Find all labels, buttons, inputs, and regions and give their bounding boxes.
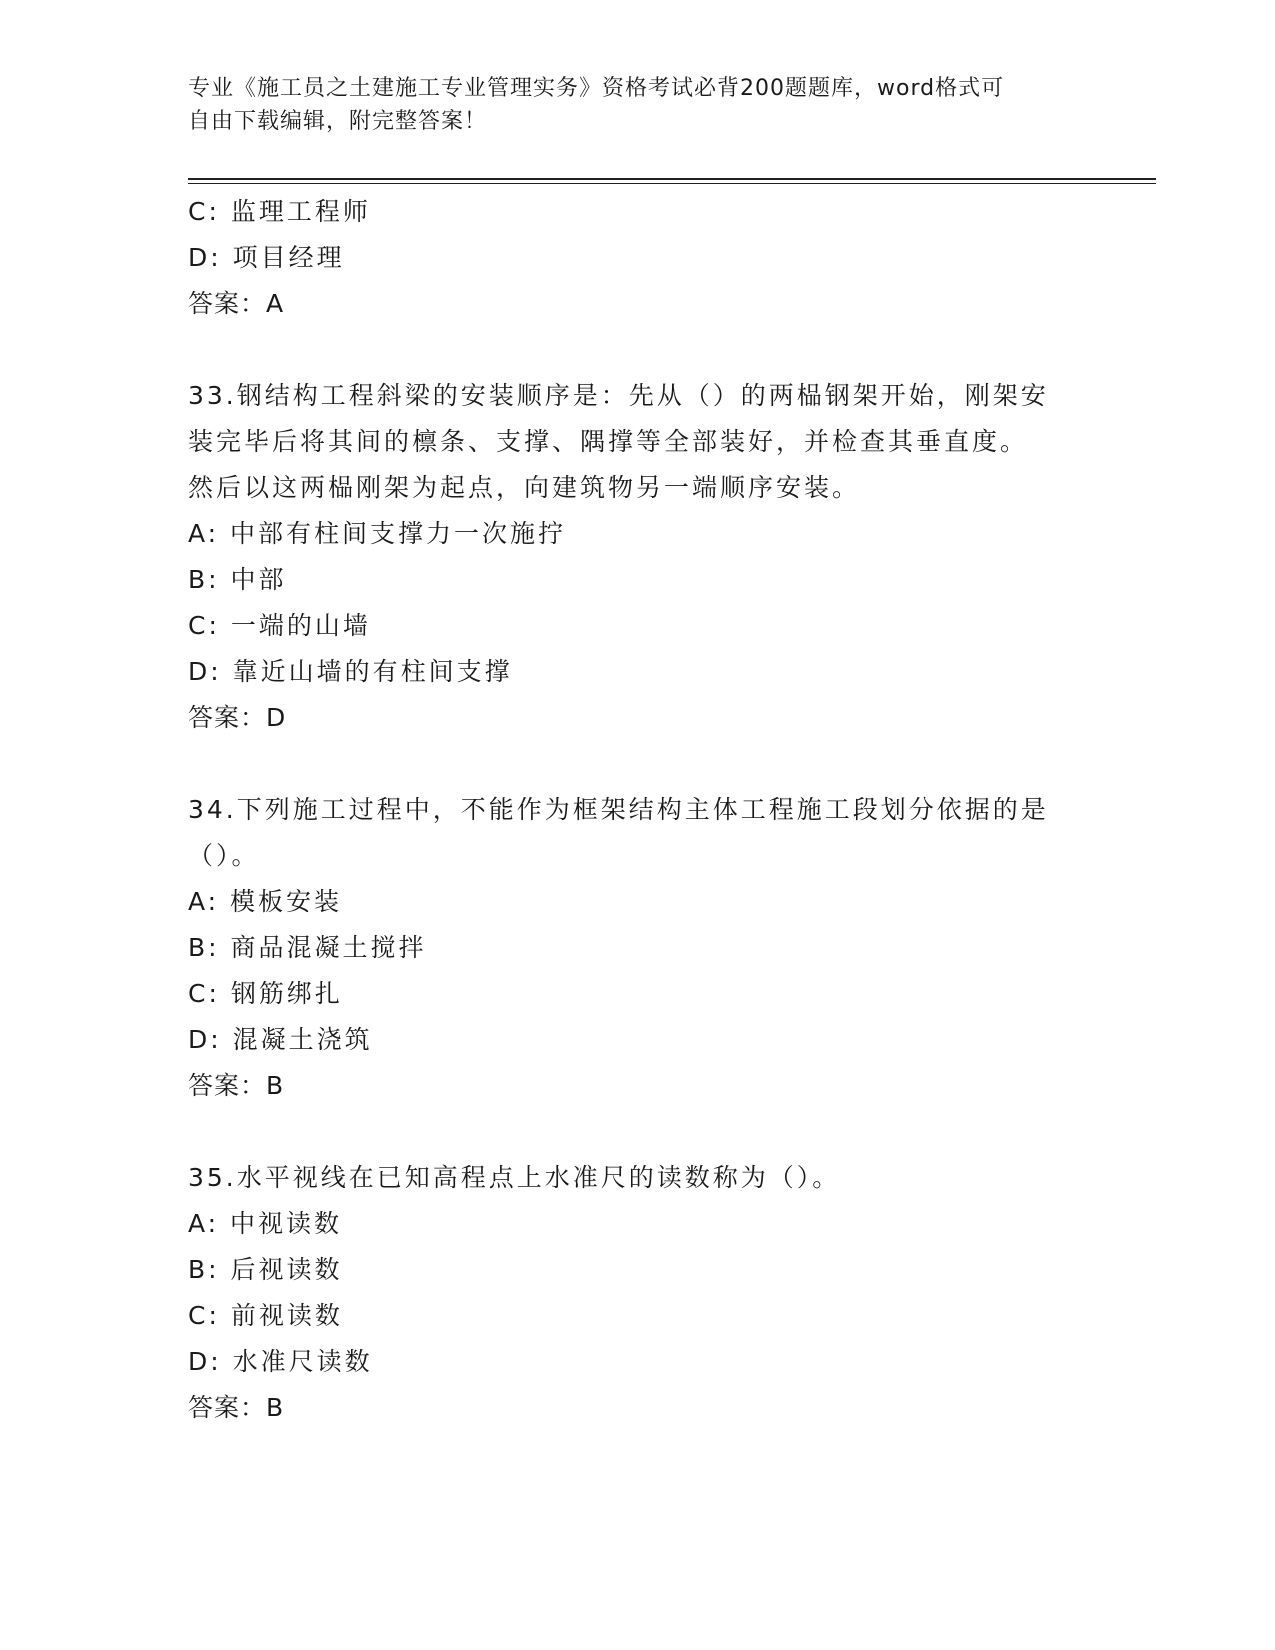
answer: 答案：B <box>188 1393 285 1422</box>
question-33 <box>188 373 1088 741</box>
option-c: C: 前视读数 <box>188 1301 343 1330</box>
option-d: D: 水准尺读数 <box>188 1347 373 1376</box>
question-34 <box>188 787 1088 1109</box>
option-b: B: 后视读数 <box>188 1255 343 1284</box>
stem-line: 34.下列施工过程中，不能作为框架结构主体工程施工段划分依据的是 <box>188 795 1049 824</box>
option-d: D: 靠近山墙的有柱间支撑 <box>188 657 513 686</box>
answer: 答案：B <box>188 1071 285 1100</box>
question-stem <box>188 1155 1088 1201</box>
stem-line: （）。 <box>188 841 260 870</box>
option-b: B: 中部 <box>188 565 287 594</box>
stem-line: 35.水平视线在已知高程点上水准尺的读数称为（）。 <box>188 1163 841 1192</box>
question-list <box>188 189 1088 1431</box>
answer: 答案：A <box>188 289 285 318</box>
option-c: C: 钢筋绑扎 <box>188 979 343 1008</box>
question-32-tail <box>188 189 1088 327</box>
option-a: A: 模板安装 <box>188 887 343 916</box>
header-line-2: 自由下载编辑，附完整答案！ <box>188 109 488 134</box>
question-stem <box>188 787 1088 879</box>
stem-line: 然后以这两榀刚架为起点，向建筑物另一端顺序安装。 <box>188 473 861 502</box>
option-d: D: 项目经理 <box>188 243 345 272</box>
option-d: D: 混凝土浇筑 <box>188 1025 373 1054</box>
question-35 <box>188 1155 1088 1431</box>
option-b: B: 商品混凝土搅拌 <box>188 933 427 962</box>
header-line-1: 专业《施工员之土建施工专业管理实务》资格考试必背200题题库，word格式可 <box>188 76 1005 101</box>
answer: 答案：D <box>188 703 287 732</box>
stem-line: 33.钢结构工程斜梁的安装顺序是：先从（）的两榀钢架开始，刚架安 <box>188 381 1049 410</box>
option-c: C: 一端的山墙 <box>188 611 371 640</box>
option-c: C: 监理工程师 <box>188 197 371 226</box>
header-divider <box>188 178 1156 184</box>
stem-line: 装完毕后将其间的檩条、支撑、隅撑等全部装好，并检查其垂直度。 <box>188 427 1029 456</box>
option-a: A: 中视读数 <box>188 1209 343 1238</box>
option-a: A: 中部有柱间支撑力一次施拧 <box>188 519 567 548</box>
question-stem <box>188 373 1088 511</box>
page-header <box>188 72 1088 138</box>
